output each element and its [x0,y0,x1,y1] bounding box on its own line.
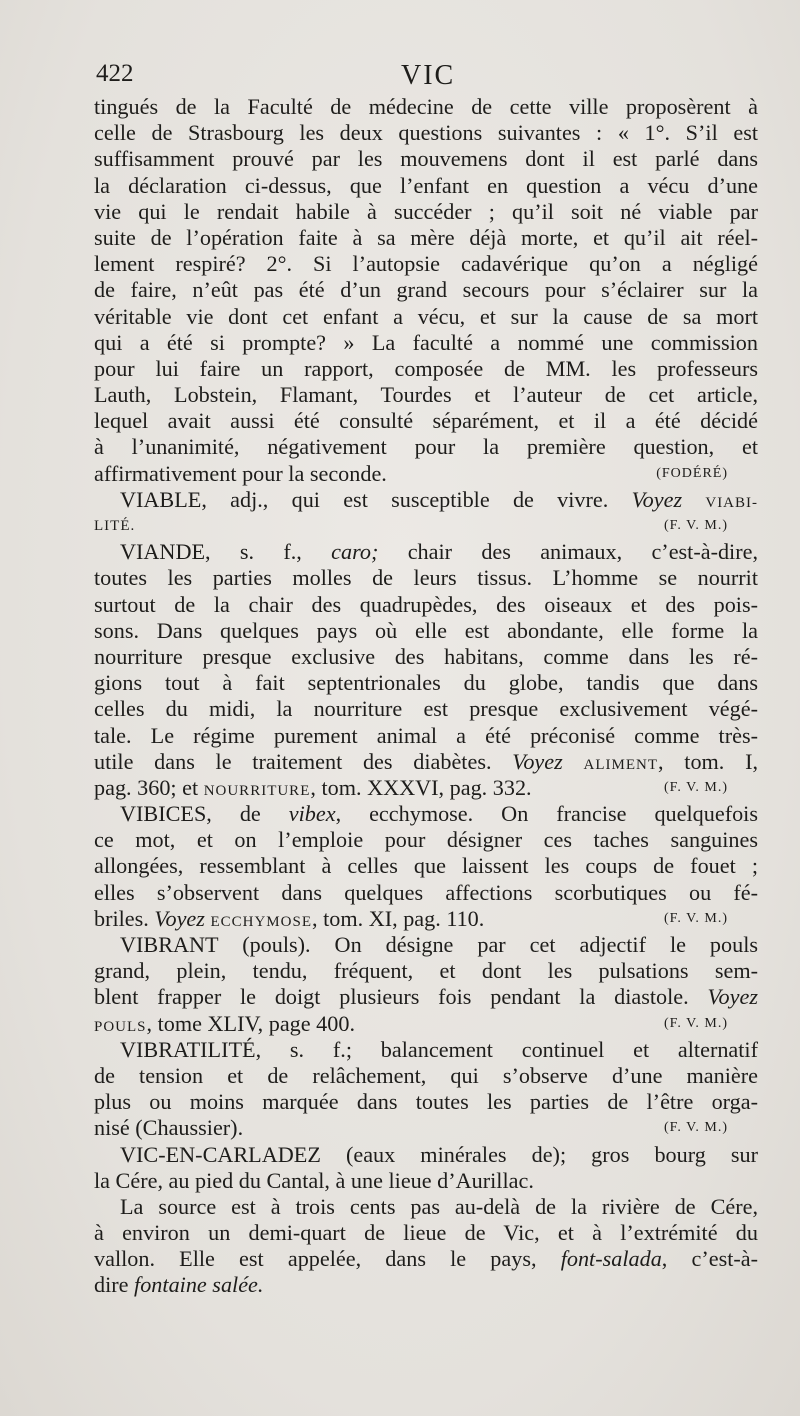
entry-vibices: VIBICES, de vibex, ecchymose. On francise quelquefois [120,801,758,827]
author-signature: (F. V. M.) [664,910,728,926]
body-text [94,94,758,1299]
text-line: vallon. Elle est appelée, dans le pays, font-salada, c’est-à- [94,1246,759,1272]
cross-reference-label: Voyez [154,905,205,931]
text-line: pag. 360; et NOURRITURE, tom. XXXVI, pag. 332. (F. V. M.) [94,775,758,801]
entry-vibrant: VIBRANT (pouls). On désigne par cet adjectif le pouls [120,932,758,957]
entry-headword: VIC-EN-CARLADEZ [120,1141,321,1167]
text-line: à l’unanimité, négativement pour la première question, et [94,434,758,460]
text-line: sons. Dans quelques pays où elle est abondante, elle forme la [94,617,758,643]
cross-reference: ALIMENT [583,756,659,773]
text-line: surtout de la chair des quadrupèdes, des oiseaux et des pois- [94,591,758,617]
text-line: POULS, tome XLIV, page 400. (F. V. M.) [94,1011,758,1037]
entry-headword: VIBRANT [120,932,219,957]
text-line: qui a été si prompte? » La faculté a nommé une commission [94,329,758,355]
cross-reference-label: Voyez [512,748,563,774]
text-line: dire fontaine salée. [94,1272,264,1298]
text-line: à environ un demi-quart de lieue de Vic, et à l’extrémité du [94,1220,758,1246]
text-line [94,1115,758,1141]
text-line: vie qui le rendait habile à succéder ; qu’il soit né viable par [94,198,758,224]
text-line [94,513,758,539]
page-number: 422 [96,60,134,87]
text-line: lequel avait aussi été consulté séparément, et il a été décidé [94,408,758,434]
cross-reference: VIABI- [705,494,759,511]
text-line: la Cére, au pied du Cantal, à une lieue d’Aurillac. [94,1167,534,1193]
cross-reference: LITÉ. [94,518,136,534]
cross-reference: NOURRITURE [203,782,311,799]
page-header [96,60,756,94]
text-line: celle de Strasbourg les deux questions suivantes : « 1°. S’il est [94,120,758,146]
running-head: VIC [401,60,456,91]
text-line: la déclaration ci-dessus, que l’enfant en question a vécu d’une [94,172,758,198]
text-line: lement respiré? 2°. Si l’autopsie cadavérique qu’on a négligé [94,251,758,277]
text-line: gions tout à fait septentrionales du globe, tandis que dans [94,670,758,696]
author-signature: (F. V. M.) [664,518,728,533]
author-signature: (F. V. M.) [664,1015,728,1031]
text-line: pour lui faire un rapport, composée de MM. les professeurs [94,355,758,381]
entry-headword: VIANDE [120,539,206,565]
text-line: utile dans le traitement des diabètes. Voyez ALIMENT, tom. I, [94,748,759,774]
text-line: grand, plein, tendu, fréquent, et dont les pulsations sem- [94,958,758,984]
cross-reference-label: Voyez [631,486,683,512]
text-line: allongées, ressemblant à celles que laissent les coups de fouet ; [94,853,758,879]
entry-viable: VIABLE, adj., qui est susceptible de vivre. Voyez VIABI- [120,486,759,512]
line-text: affirmativement pour la seconde. [94,460,387,486]
text-line: de tension et de relâchement, qui s’observe d’une manière [94,1062,758,1088]
cross-reference: ECCHYMOSE [210,913,312,930]
cross-reference-label: Voyez [707,984,758,1010]
text-line: tale. Le régime purement animal a été préconisé comme très- [94,722,758,748]
text-line: suffisamment prouvé par les mouvemens dont il est parlé dans [94,146,758,172]
text-line: celles du midi, la nourriture est presque exclusivement végé- [94,696,758,722]
text-line: tingués de la Faculté de médecine de cette ville proposèrent à [94,94,758,119]
text-line [94,461,758,487]
text-line: suite de l’opération faite à sa mère déjà morte, et qu’il ait réel- [94,224,758,250]
text-line: plus ou moins marquée dans toutes les parties de l’être orga- [94,1089,758,1115]
text-line: Lauth, Lobstein, Flamant, Tourdes et l’auteur de cet article, [94,382,758,408]
text-line: nourriture presque exclusive des habitans, comme dans les ré- [94,643,758,669]
text-line: véritable vie dont cet enfant a vécu, et sur la cause de sa mort [94,303,758,329]
text-line: briles. Voyez ECCHYMOSE, tom. XI, pag. 110. (F. V. M.) [94,906,758,932]
text-line: elles s’observent dans quelques affections scorbutiques ou fé- [94,879,758,905]
author-signature: (FODÉRÉ) [656,465,728,481]
text-line: La source est à trois cents pas au-delà de la rivière de Cére, [120,1193,758,1219]
author-signature: (F. V. M.) [664,1120,728,1136]
entry-vic-en-carladez: VIC-EN-CARLADEZ (eaux minérales de); gros bourg sur [120,1141,758,1167]
entry-headword: VIBICES [120,801,207,827]
entry-headword: VIABLE [120,486,202,512]
cross-reference: POULS [94,1018,147,1035]
entry-headword: VIBRATILITÉ [120,1036,256,1062]
entry-vibratilite: VIBRATILITÉ, s. f.; balancement continuel et alternatif [120,1036,758,1062]
text-line: de faire, n’eût pas été d’un grand secours pour s’éclairer sur la [94,277,758,303]
author-signature: (F. V. M.) [664,779,728,795]
text-line: blent frapper le doigt plusieurs fois pendant la diastole. Voyez [94,984,758,1010]
text-line: ce mot, et on l’emploie pour désigner ces taches sanguines [94,827,758,853]
entry-viande: VIANDE, s. f., caro; chair des animaux, c’est-à-dire, [120,539,759,565]
line-text: nisé (Chaussier). [94,1115,244,1141]
text-line: toutes les parties molles de leurs tissus. L’homme se nourrit [94,565,758,591]
